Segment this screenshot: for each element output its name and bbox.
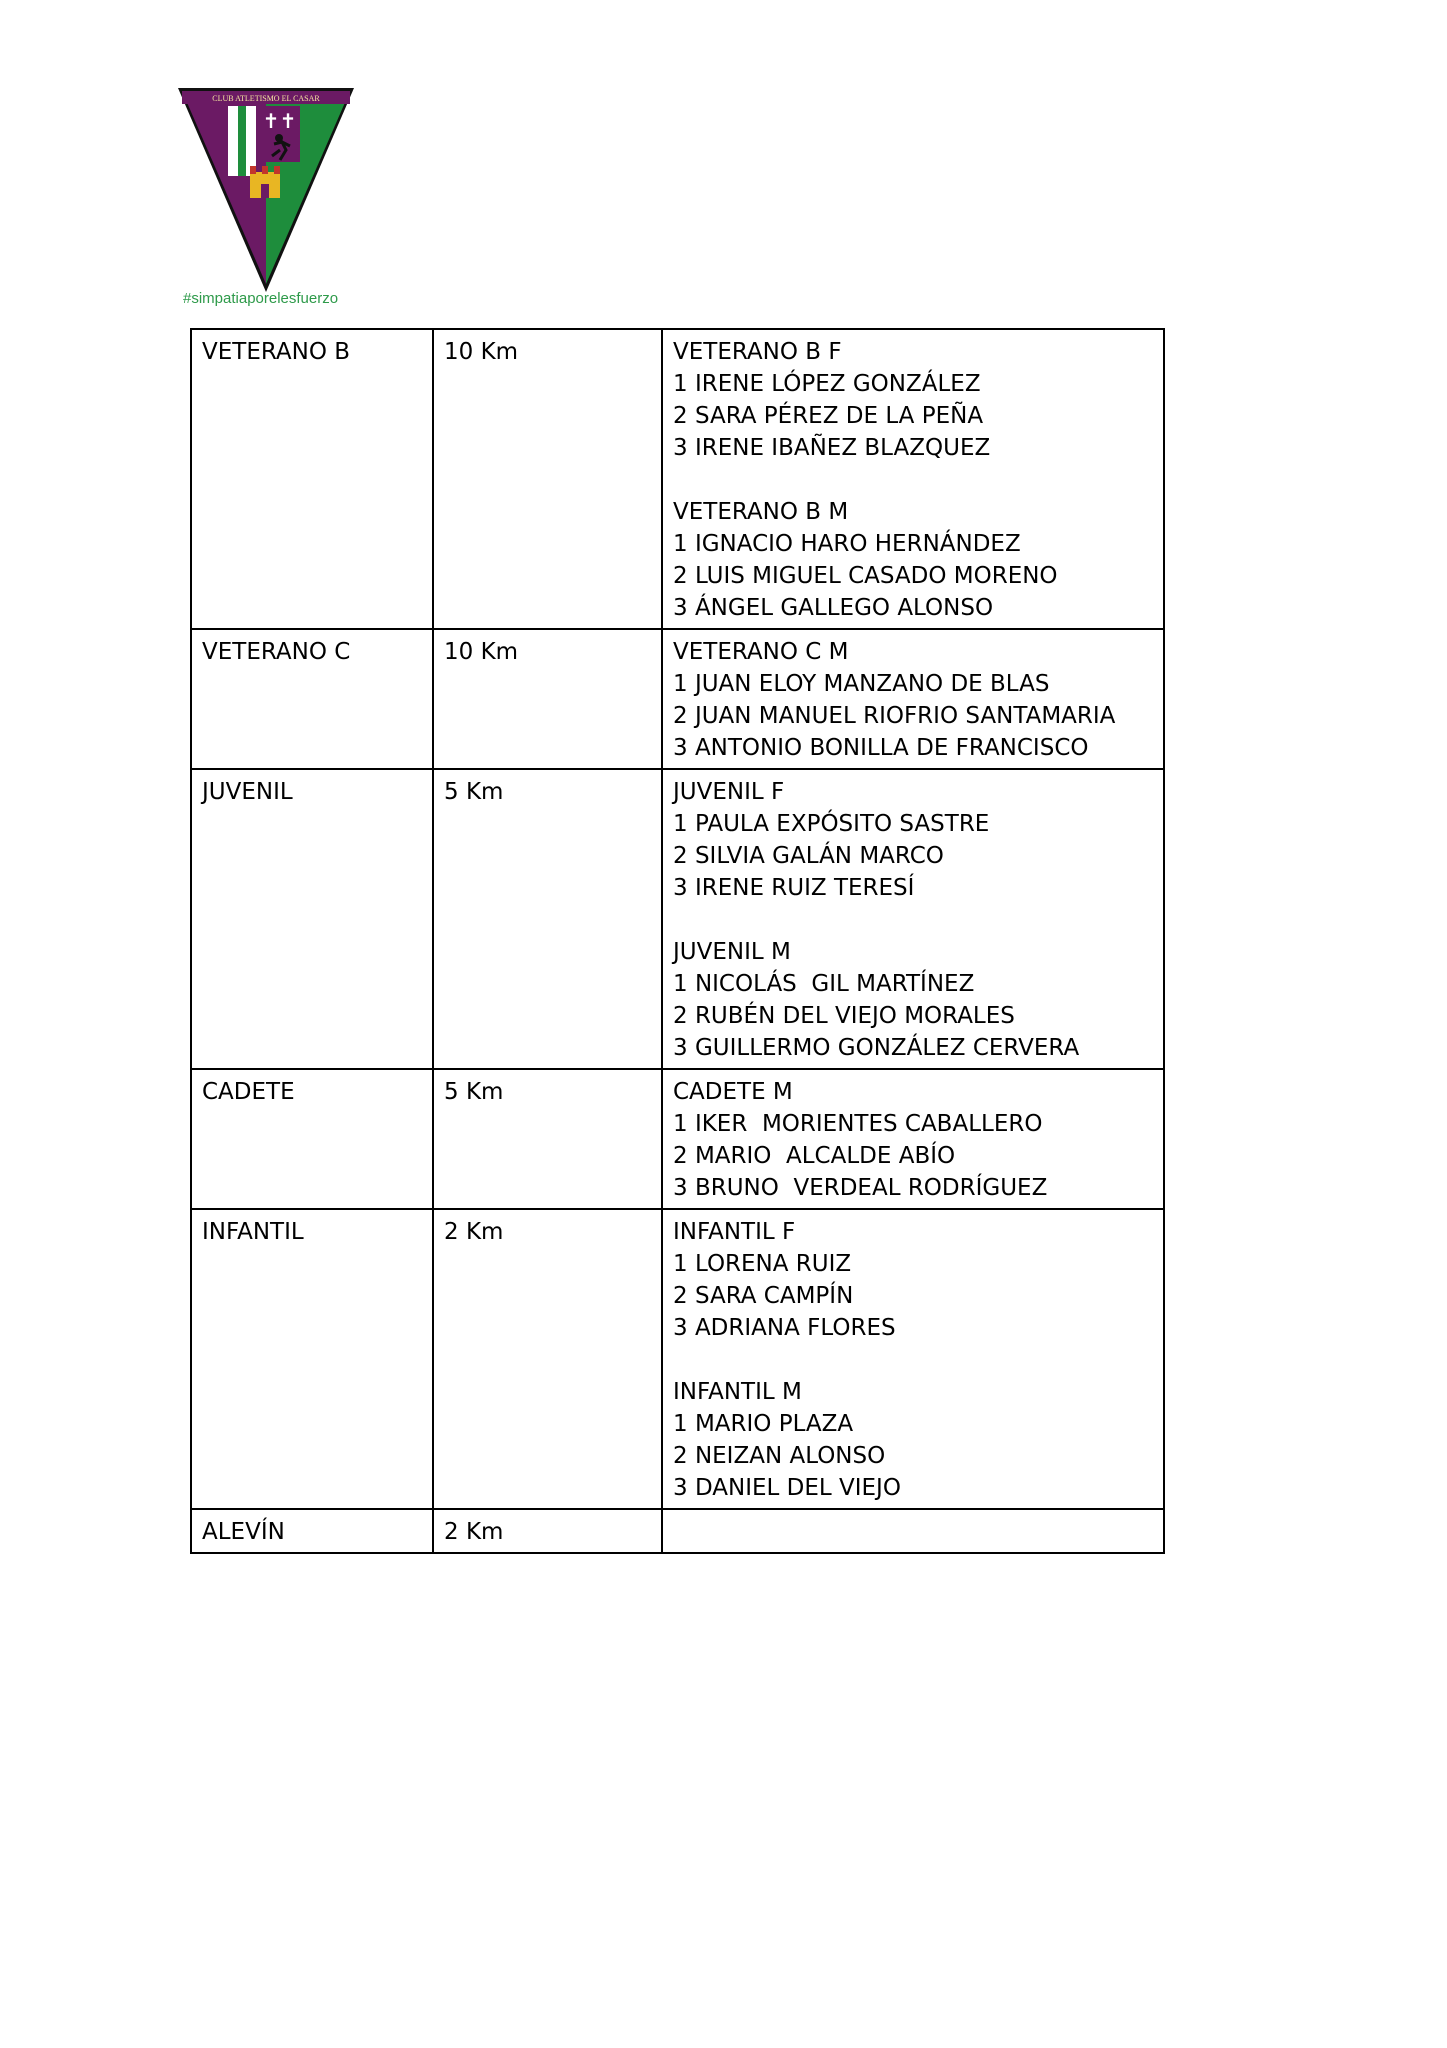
- group-title: JUVENIL F: [673, 779, 785, 805]
- group-title: VETERANO B M: [673, 499, 849, 525]
- group-title: CADETE M: [673, 1079, 793, 1105]
- empty-entry: [673, 1516, 1153, 1548]
- table-row: [191, 769, 1164, 1069]
- podium-entry: 1 IRENE LÓPEZ GONZÁLEZ: [673, 371, 981, 397]
- podium-entry: 3 ÁNGEL GALLEGO ALONSO: [673, 595, 994, 621]
- distance-cell: 5 Km: [433, 769, 662, 1069]
- group-title: JUVENIL M: [673, 939, 791, 965]
- group-title: VETERANO C M: [673, 639, 849, 665]
- table-row: [191, 1069, 1164, 1209]
- podium-entry: 2 JUAN MANUEL RIOFRIO SANTAMARIA: [673, 703, 1116, 729]
- category-cell: ALEVÍN: [191, 1509, 433, 1553]
- podium-entry: 1 JUAN ELOY MANZANO DE BLAS: [673, 671, 1050, 697]
- podium-entry: 1 MARIO PLAZA: [673, 1411, 854, 1437]
- group-title: INFANTIL M: [673, 1379, 802, 1405]
- cross-icon: ✝: [279, 111, 297, 133]
- distance-cell: 10 Km: [433, 329, 662, 629]
- logo-stripe: [228, 106, 238, 176]
- table-row: [191, 1209, 1164, 1509]
- podium-entry: 2 RUBÉN DEL VIEJO MORALES: [673, 1003, 1015, 1029]
- podium-entry: 3 ANTONIO BONILLA DE FRANCISCO: [673, 735, 1089, 761]
- table-row: [191, 1509, 1164, 1553]
- podium-entry: 2 SARA CAMPÍN: [673, 1283, 854, 1309]
- podium-entry: 2 MARIO ALCALDE ABÍO: [673, 1143, 956, 1169]
- category-cell: VETERANO C: [191, 629, 433, 769]
- podium-entry: 1 LORENA RUIZ: [673, 1251, 852, 1277]
- logo-ring-text: CLUB ATLETISMO EL CASAR: [212, 94, 320, 103]
- podium-entry: 2 SILVIA GALÁN MARCO: [673, 843, 944, 869]
- category-cell: JUVENIL: [191, 769, 433, 1069]
- group-title: INFANTIL F: [673, 1219, 796, 1245]
- podium-entry: 1 IKER MORIENTES CABALLERO: [673, 1111, 1043, 1137]
- results-cell: [662, 1209, 1164, 1509]
- category-cell: CADETE: [191, 1069, 433, 1209]
- results-cell: [662, 329, 1164, 629]
- podium-entry: 3 IRENE RUIZ TERESÍ: [673, 875, 915, 901]
- podium-entry: 3 BRUNO VERDEAL RODRÍGUEZ: [673, 1175, 1048, 1201]
- hashtag: #simpatiaporelesfuerzo: [183, 290, 339, 307]
- cross-icon: ✝: [262, 111, 280, 133]
- results-table: [190, 328, 1165, 1554]
- podium-entry: 3 IRENE IBAÑEZ BLAZQUEZ: [673, 435, 991, 461]
- results-cell: [662, 1509, 1164, 1553]
- table-row: [191, 329, 1164, 629]
- castle-icon: [250, 166, 280, 198]
- group-spacer: [673, 464, 1153, 496]
- table-row: [191, 629, 1164, 769]
- group-spacer: [673, 904, 1153, 936]
- results-cell: [662, 1069, 1164, 1209]
- podium-entry: 2 LUIS MIGUEL CASADO MORENO: [673, 563, 1058, 589]
- podium-entry: 3 GUILLERMO GONZÁLEZ CERVERA: [673, 1035, 1080, 1061]
- podium-entry: 1 PAULA EXPÓSITO SASTRE: [673, 811, 990, 837]
- podium-entry: 2 SARA PÉREZ DE LA PEÑA: [673, 403, 984, 429]
- podium-entry: 2 NEIZAN ALONSO: [673, 1443, 886, 1469]
- club-logo: [176, 86, 356, 294]
- category-cell: VETERANO B: [191, 329, 433, 629]
- results-cell: [662, 769, 1164, 1069]
- podium-entry: 3 DANIEL DEL VIEJO: [673, 1475, 901, 1501]
- podium-entry: 1 NICOLÁS GIL MARTÍNEZ: [673, 971, 975, 997]
- distance-cell: 2 Km: [433, 1509, 662, 1553]
- distance-cell: 10 Km: [433, 629, 662, 769]
- results-cell: [662, 629, 1164, 769]
- category-cell: INFANTIL: [191, 1209, 433, 1509]
- group-title: VETERANO B F: [673, 339, 842, 365]
- logo-stripe: [246, 106, 256, 176]
- distance-cell: 2 Km: [433, 1209, 662, 1509]
- distance-cell: 5 Km: [433, 1069, 662, 1209]
- group-spacer: [673, 1344, 1153, 1376]
- podium-entry: 3 ADRIANA FLORES: [673, 1315, 896, 1341]
- podium-entry: 1 IGNACIO HARO HERNÁNDEZ: [673, 531, 1021, 557]
- logo-stripe: [238, 106, 246, 176]
